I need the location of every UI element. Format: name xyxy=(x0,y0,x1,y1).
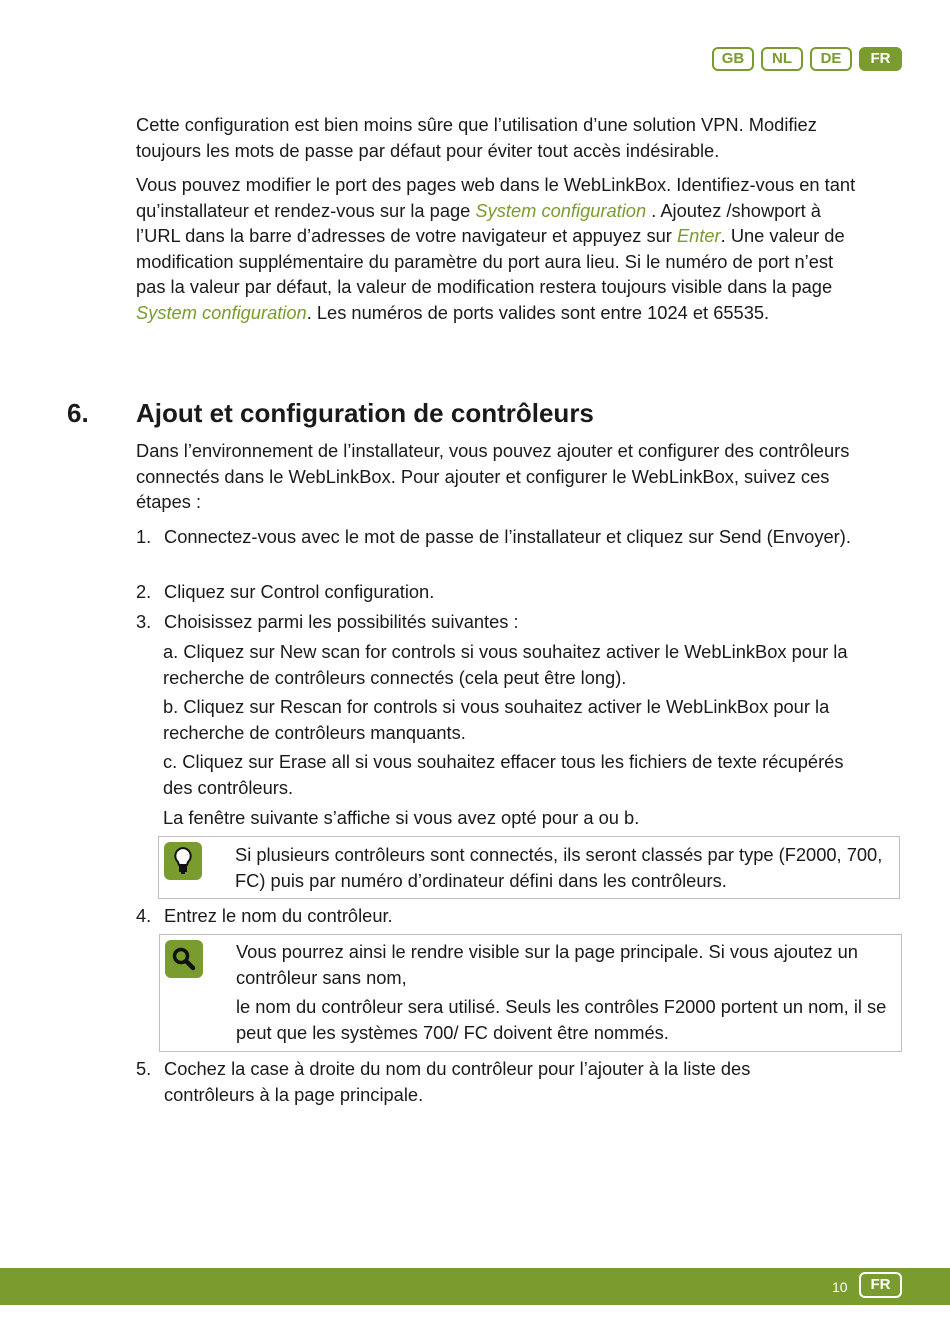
step-text: Choisissez parmi les possibilités suivantes : xyxy=(164,611,519,632)
option-b: b. Cliquez sur Rescan for controls si vous souhaitez activer le WebLinkBox pour la recherche de contrôleurs manquants. xyxy=(163,696,830,743)
note-text-1: Vous pourrez ainsi le rendre visible sur la page principale. Si vous ajoutez un contrôleur sans nom, xyxy=(236,941,858,988)
text: . Ajoutez /showport à l’URL dans la barre d’adresses de votre navigateur et appuyez sur xyxy=(136,199,821,246)
step-text: Connectez-vous avec le mot de passe de l’installateur et cliquez sur Send (Envoyer). xyxy=(164,526,851,547)
step-number: 1. xyxy=(136,526,152,547)
text: . Les numéros de ports valides sont entre 1024 et 65535. xyxy=(306,301,770,323)
system-configuration-link[interactable]: System configuration xyxy=(475,199,647,221)
option-c: c. Cliquez sur Erase all si vous souhaitez effacer tous les fichiers de texte récupérés des contrôleurs. xyxy=(163,751,844,798)
lang-nl-button[interactable]: NL xyxy=(761,47,803,71)
step-number: 5. xyxy=(136,1058,152,1079)
footer-bar xyxy=(0,1268,950,1305)
step-number: 2. xyxy=(136,581,152,602)
intro-paragraph-2 xyxy=(136,172,866,325)
magnifier-icon xyxy=(165,940,203,978)
note-text-2: le nom du contrôleur sera utilisé. Seuls les contrôles F2000 portent un nom, il se peut que les systèmes 700/ FC doivent être nommés. xyxy=(236,996,887,1043)
intro-paragraph-1: Cette configuration est bien moins sûre que l’utilisation d’une solution VPN. Modifiez toujours les mots de passe par défaut pour éviter tout accès indésirable. xyxy=(136,114,817,161)
lang-gb-button[interactable]: GB xyxy=(712,47,754,71)
enter-link[interactable]: Enter xyxy=(676,225,721,246)
step-number: 3. xyxy=(136,611,152,632)
step-text: Cliquez sur Control configuration. xyxy=(164,581,435,602)
page-number: 10 xyxy=(832,1279,848,1295)
section-title: Ajout et configuration de contrôleurs xyxy=(136,398,594,428)
window-note: La fenêtre suivante s’affiche si vous avez opté pour a ou b. xyxy=(163,807,640,828)
section-number: 6. xyxy=(67,398,89,428)
lang-de-button[interactable]: DE xyxy=(810,47,852,71)
system-configuration-link[interactable]: System configuration xyxy=(136,301,307,323)
note-box xyxy=(159,934,902,1052)
option-a: a. Cliquez sur New scan for controls si vous souhaitez activer le WebLinkBox pour la recherche de contrôleurs connectés (cela peut être long). xyxy=(163,641,848,688)
step-number: 4. xyxy=(136,905,152,926)
lightbulb-icon xyxy=(164,842,202,880)
text: Vous pouvez modifier le port des pages web dans le WebLinkBox. Identifiez-vous en tant qu’installateur et rendez-vous sur la page xyxy=(136,174,856,221)
tip-text: Si plusieurs contrôleurs sont connectés, ils seront classés par type (F2000, 700, FC) puis par numéro d’ordinateur défini dans les contrôleurs. xyxy=(235,844,883,891)
text: . Une valeur de modification supplémentaire du paramètre du port aura lieu. Si le numéro de port n’est pas la valeur par défaut, la valeur de modification restera toujours visible dans la page xyxy=(136,225,845,297)
step-text: Entrez le nom du contrôleur. xyxy=(164,905,393,926)
tip-box xyxy=(158,836,900,899)
step-text: Cochez la case à droite du nom du contrôleur pour l’ajouter à la liste des contrôleurs à la page principale. xyxy=(164,1058,751,1105)
footer-language-badge: FR xyxy=(859,1272,902,1298)
section-intro: Dans l’environnement de l’installateur, vous pouvez ajouter et configurer des contrôleurs connectés dans le WebLinkBox. Pour ajouter et configurer le WebLinkBox, suivez ces étapes : xyxy=(136,440,850,512)
lang-fr-button[interactable]: FR xyxy=(859,47,902,71)
